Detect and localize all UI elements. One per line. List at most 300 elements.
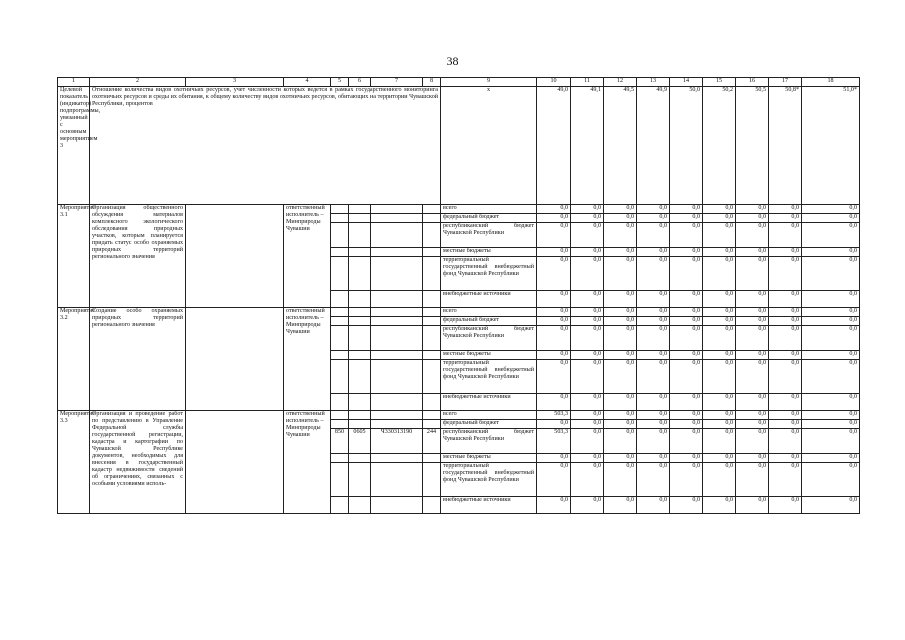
funding-value: 0,0 <box>769 394 802 411</box>
funding-source: всего <box>441 205 537 214</box>
funding-value: 0,0 <box>604 420 637 429</box>
funding-value: 0,0 <box>703 429 736 454</box>
target-article-code <box>371 463 423 497</box>
funding-value: 0,0 <box>537 463 571 497</box>
funding-value: 0,0 <box>537 257 571 291</box>
funding-value: 0,0 <box>537 454 571 463</box>
grbs-code <box>331 308 349 317</box>
target-value: 49,9 <box>637 87 670 205</box>
section-code <box>349 257 371 291</box>
section-code <box>349 223 371 248</box>
funding-value: 0,0 <box>670 360 703 394</box>
funding-value: 0,0 <box>604 308 637 317</box>
column-number-header: 4 <box>284 78 331 87</box>
funding-value: 0,0 <box>571 257 604 291</box>
funding-value: 0,0 <box>703 326 736 351</box>
column-number-header: 13 <box>637 78 670 87</box>
funding-value: 0,0 <box>802 248 860 257</box>
funding-value: 0,0 <box>670 454 703 463</box>
event-name: Организация и проведение работ по представлению в Управление Федеральной службы государственной регистрации, кадастра и картографии по Чувашской Республике документов, необходимых для внесения в государственный кадастр недвижимости сведений об ограничениях, связанных с особыми условиями исполь- <box>90 411 186 514</box>
funding-value: 0,0 <box>670 351 703 360</box>
funding-value: 0,0 <box>736 497 769 514</box>
section-code <box>349 205 371 214</box>
target-article-code <box>371 223 423 248</box>
expense-type-code: 244 <box>423 429 441 454</box>
funding-value: 0,0 <box>703 223 736 248</box>
expense-type-code <box>423 394 441 411</box>
funding-source: федеральный бюджет <box>441 420 537 429</box>
target-article-code <box>371 308 423 317</box>
funding-value: 0,0 <box>802 463 860 497</box>
funding-value: 0,0 <box>537 291 571 308</box>
funding-value: 0,0 <box>604 394 637 411</box>
funding-value: 0,0 <box>703 351 736 360</box>
target-article-code <box>371 205 423 214</box>
funding-value: 0,0 <box>703 463 736 497</box>
funding-value: 0,0 <box>637 248 670 257</box>
funding-value: 0,0 <box>769 360 802 394</box>
funding-value: 0,0 <box>802 394 860 411</box>
funding-value: 0,0 <box>703 497 736 514</box>
grbs-code <box>331 214 349 223</box>
funding-value: 503,3 <box>537 429 571 454</box>
funding-value: 0,0 <box>736 420 769 429</box>
funding-source: внебюджетные источники <box>441 394 537 411</box>
column-number-header: 3 <box>186 78 284 87</box>
funding-value: 0,0 <box>604 360 637 394</box>
target-indicator-unit: x <box>441 87 537 205</box>
funding-value: 0,0 <box>802 411 860 420</box>
funding-value: 0,0 <box>802 420 860 429</box>
target-article-code <box>371 248 423 257</box>
funding-value: 0,0 <box>802 317 860 326</box>
funding-value: 0,0 <box>571 411 604 420</box>
funding-value: 0,0 <box>802 223 860 248</box>
funding-value: 0,0 <box>537 351 571 360</box>
funding-source: республиканский бюджет Чувашской Республики <box>441 223 537 248</box>
event-name: Организация общественного обсуждения материалов комплексного экологического обследования природных участков, которым планируется придать статус особо охраняемых природных территорий регионального значения <box>90 205 186 308</box>
funding-value: 0,0 <box>769 205 802 214</box>
funding-value: 0,0 <box>637 463 670 497</box>
funding-source: федеральный бюджет <box>441 317 537 326</box>
funding-value: 0,0 <box>703 317 736 326</box>
page-number: 38 <box>446 54 459 68</box>
funding-value: 0,0 <box>769 454 802 463</box>
funding-value: 0,0 <box>769 411 802 420</box>
funding-source: территориальный государственный внебюджетный фонд Чувашской Республики <box>441 257 537 291</box>
funding-value: 0,0 <box>670 248 703 257</box>
expense-type-code <box>423 420 441 429</box>
grbs-code <box>331 326 349 351</box>
event-label: Мероприятие 3.2 <box>58 308 90 411</box>
funding-value: 0,0 <box>802 454 860 463</box>
grbs-code <box>331 257 349 291</box>
funding-value: 0,0 <box>736 463 769 497</box>
funding-value: 0,0 <box>637 317 670 326</box>
funding-source: внебюджетные источники <box>441 291 537 308</box>
grbs-code: 850 <box>331 429 349 454</box>
funding-value: 0,0 <box>703 454 736 463</box>
funding-value: 0,0 <box>637 257 670 291</box>
grbs-code <box>331 463 349 497</box>
funding-value: 0,0 <box>571 214 604 223</box>
funding-value: 0,0 <box>637 223 670 248</box>
section-code <box>349 497 371 514</box>
funding-value: 0,0 <box>637 326 670 351</box>
section-code <box>349 420 371 429</box>
funding-value: 0,0 <box>637 214 670 223</box>
section-code <box>349 411 371 420</box>
expense-type-code <box>423 454 441 463</box>
target-article-code <box>371 291 423 308</box>
expense-type-code <box>423 291 441 308</box>
funding-value: 0,0 <box>703 308 736 317</box>
funding-source: республиканский бюджет Чувашской Республики <box>441 326 537 351</box>
funding-value: 0,0 <box>802 326 860 351</box>
target-article-code <box>371 317 423 326</box>
column-number-header: 16 <box>736 78 769 87</box>
target-article-code <box>371 454 423 463</box>
funding-value: 0,0 <box>537 308 571 317</box>
funding-value: 0,0 <box>736 411 769 420</box>
funding-value: 0,0 <box>571 308 604 317</box>
target-article-code <box>371 497 423 514</box>
funding-value: 0,0 <box>670 308 703 317</box>
grbs-code <box>331 291 349 308</box>
column-number-header: 14 <box>670 78 703 87</box>
funding-value: 0,0 <box>637 360 670 394</box>
target-value: 50,8* <box>769 87 802 205</box>
expense-type-code <box>423 360 441 394</box>
column-number-header: 5 <box>331 78 349 87</box>
expense-type-code <box>423 463 441 497</box>
funding-value: 0,0 <box>802 360 860 394</box>
funding-value: 0,0 <box>537 214 571 223</box>
funding-value: 0,0 <box>769 291 802 308</box>
target-value: 49,5 <box>604 87 637 205</box>
target-article-code <box>371 411 423 420</box>
funding-value: 0,0 <box>604 257 637 291</box>
funding-value: 0,0 <box>604 326 637 351</box>
target-article-code <box>371 394 423 411</box>
target-value: 50,0 <box>670 87 703 205</box>
section-code <box>349 454 371 463</box>
funding-value: 0,0 <box>670 205 703 214</box>
funding-value: 0,0 <box>703 257 736 291</box>
target-article-code <box>371 360 423 394</box>
funding-value: 0,0 <box>769 308 802 317</box>
funding-value: 0,0 <box>670 223 703 248</box>
grbs-code <box>331 420 349 429</box>
funding-value: 0,0 <box>537 223 571 248</box>
funding-value: 0,0 <box>537 394 571 411</box>
expense-type-code <box>423 411 441 420</box>
funding-value: 0,0 <box>769 420 802 429</box>
funding-value: 0,0 <box>670 214 703 223</box>
funding-value: 0,0 <box>604 223 637 248</box>
funding-value: 0,0 <box>571 205 604 214</box>
funding-value: 0,0 <box>571 497 604 514</box>
funding-source: местные бюджеты <box>441 454 537 463</box>
event-empty-cell <box>186 205 284 308</box>
funding-source: территориальный государственный внебюджетный фонд Чувашской Республики <box>441 360 537 394</box>
column-number-header: 7 <box>371 78 423 87</box>
funding-source: внебюджетные источники <box>441 497 537 514</box>
grbs-code <box>331 317 349 326</box>
funding-value: 0,0 <box>604 248 637 257</box>
funding-value: 0,0 <box>769 326 802 351</box>
funding-value: 0,0 <box>736 257 769 291</box>
target-indicator-label: Целевой показатель (индикатор) подпрограммы, увязанный с основным мероприятием 3 <box>58 87 90 205</box>
funding-value: 0,0 <box>670 317 703 326</box>
funding-value: 0,0 <box>537 205 571 214</box>
funding-value: 0,0 <box>736 351 769 360</box>
section-code <box>349 463 371 497</box>
funding-row <box>58 205 860 214</box>
funding-value: 0,0 <box>769 463 802 497</box>
grbs-code <box>331 223 349 248</box>
funding-source: всего <box>441 411 537 420</box>
funding-value: 0,0 <box>637 291 670 308</box>
funding-value: 0,0 <box>571 429 604 454</box>
funding-value: 0,0 <box>637 351 670 360</box>
funding-value: 0,0 <box>604 214 637 223</box>
target-value: 49,1 <box>571 87 604 205</box>
target-article-code: Ч330313190 <box>371 429 423 454</box>
column-number-header: 18 <box>802 78 860 87</box>
funding-value: 0,0 <box>537 360 571 394</box>
funding-value: 0,0 <box>537 317 571 326</box>
funding-value: 0,0 <box>637 411 670 420</box>
event-empty-cell <box>186 308 284 411</box>
target-article-code <box>371 257 423 291</box>
target-value: 50,2 <box>703 87 736 205</box>
expense-type-code <box>423 205 441 214</box>
funding-value: 0,0 <box>802 214 860 223</box>
funding-value: 0,0 <box>769 351 802 360</box>
funding-value: 0,0 <box>769 214 802 223</box>
funding-value: 0,0 <box>736 308 769 317</box>
funding-source: местные бюджеты <box>441 351 537 360</box>
funding-value: 0,0 <box>670 420 703 429</box>
funding-value: 0,0 <box>736 205 769 214</box>
target-article-code <box>371 214 423 223</box>
expense-type-code <box>423 223 441 248</box>
column-number-header: 15 <box>703 78 736 87</box>
column-number-header: 1 <box>58 78 90 87</box>
target-article-code <box>371 326 423 351</box>
section-code <box>349 394 371 411</box>
funding-value: 0,0 <box>604 497 637 514</box>
funding-value: 0,0 <box>537 497 571 514</box>
section-code: 0605 <box>349 429 371 454</box>
expense-type-code <box>423 214 441 223</box>
funding-value: 0,0 <box>637 497 670 514</box>
funding-value: 0,0 <box>670 463 703 497</box>
funding-value: 0,0 <box>802 497 860 514</box>
funding-value: 0,0 <box>571 291 604 308</box>
funding-row <box>58 308 860 317</box>
expense-type-code <box>423 351 441 360</box>
funding-value: 0,0 <box>703 411 736 420</box>
event-responsible: ответственный исполнитель – Минприроды Чувашии <box>284 411 331 514</box>
section-code <box>349 308 371 317</box>
funding-value: 0,0 <box>537 326 571 351</box>
expense-type-code <box>423 326 441 351</box>
expense-type-code <box>423 308 441 317</box>
funding-value: 0,0 <box>637 394 670 411</box>
funding-value: 0,0 <box>802 308 860 317</box>
target-value: 49,0 <box>537 87 571 205</box>
funding-value: 0,0 <box>604 411 637 420</box>
grbs-code <box>331 205 349 214</box>
funding-value: 0,0 <box>537 248 571 257</box>
column-number-header: 17 <box>769 78 802 87</box>
funding-value: 0,0 <box>736 214 769 223</box>
expense-type-code <box>423 257 441 291</box>
funding-value: 0,0 <box>736 360 769 394</box>
target-value: 50,5 <box>736 87 769 205</box>
funding-value: 0,0 <box>604 351 637 360</box>
event-empty-cell <box>186 411 284 514</box>
funding-value: 0,0 <box>802 257 860 291</box>
section-code <box>349 291 371 308</box>
funding-value: 0,0 <box>703 360 736 394</box>
funding-value: 0,0 <box>736 429 769 454</box>
funding-value: 0,0 <box>802 429 860 454</box>
funding-value: 0,0 <box>769 223 802 248</box>
funding-value: 0,0 <box>637 420 670 429</box>
program-table <box>57 77 860 514</box>
funding-value: 0,0 <box>637 308 670 317</box>
section-code <box>349 248 371 257</box>
column-number-header: 11 <box>571 78 604 87</box>
grbs-code <box>331 394 349 411</box>
funding-value: 0,0 <box>571 351 604 360</box>
target-indicator-text: Отношение количества видов охотничьих ресурсов, учет численности которых ведется в рамках государственного мониторинга охотничьих ресурсов и среды их обитания, к общему количеству видов охотничьих ресурсов, обитающих на территории Чувашской Республики, процентов <box>90 87 441 205</box>
funding-value: 0,0 <box>637 205 670 214</box>
event-responsible: ответственный исполнитель – Минприроды Чувашии <box>284 308 331 411</box>
grbs-code <box>331 248 349 257</box>
funding-value: 0,0 <box>670 429 703 454</box>
funding-value: 0,0 <box>736 248 769 257</box>
funding-value: 0,0 <box>604 454 637 463</box>
funding-value: 0,0 <box>670 291 703 308</box>
funding-value: 0,0 <box>571 454 604 463</box>
expense-type-code <box>423 317 441 326</box>
funding-value: 0,0 <box>571 360 604 394</box>
funding-value: 0,0 <box>802 205 860 214</box>
funding-value: 0,0 <box>769 429 802 454</box>
expense-type-code <box>423 497 441 514</box>
funding-value: 0,0 <box>604 463 637 497</box>
funding-source: федеральный бюджет <box>441 214 537 223</box>
funding-value: 0,0 <box>736 317 769 326</box>
event-label: Мероприятие 3.1 <box>58 205 90 308</box>
funding-value: 0,0 <box>670 394 703 411</box>
funding-value: 0,0 <box>703 214 736 223</box>
column-number-header: 2 <box>90 78 186 87</box>
target-article-code <box>371 420 423 429</box>
event-responsible: ответственный исполнитель – Минприроды Чувашии <box>284 205 331 308</box>
section-code <box>349 326 371 351</box>
funding-value: 0,0 <box>670 497 703 514</box>
section-code <box>349 317 371 326</box>
funding-value: 0,0 <box>637 454 670 463</box>
funding-value: 0,0 <box>703 420 736 429</box>
grbs-code <box>331 497 349 514</box>
funding-value: 0,0 <box>769 257 802 291</box>
target-indicator-row <box>58 87 860 205</box>
column-number-header: 6 <box>349 78 371 87</box>
funding-value: 0,0 <box>604 429 637 454</box>
funding-row <box>58 411 860 420</box>
funding-value: 0,0 <box>769 248 802 257</box>
funding-source: территориальный государственный внебюджетный фонд Чувашской Республики <box>441 463 537 497</box>
funding-value: 0,0 <box>802 351 860 360</box>
funding-value: 0,0 <box>670 326 703 351</box>
column-number-header: 9 <box>441 78 537 87</box>
event-name: Создание особо охраняемых природных территорий регионального значения <box>90 308 186 411</box>
funding-value: 0,0 <box>571 394 604 411</box>
funding-value: 0,0 <box>769 497 802 514</box>
header-row <box>58 78 860 87</box>
funding-value: 0,0 <box>670 257 703 291</box>
column-number-header: 12 <box>604 78 637 87</box>
grbs-code <box>331 411 349 420</box>
expense-type-code <box>423 248 441 257</box>
funding-source: всего <box>441 308 537 317</box>
funding-value: 0,0 <box>736 394 769 411</box>
funding-value: 0,0 <box>769 317 802 326</box>
funding-source: республиканский бюджет Чувашской Республики <box>441 429 537 454</box>
funding-value: 0,0 <box>571 317 604 326</box>
funding-value: 0,0 <box>736 291 769 308</box>
grbs-code <box>331 351 349 360</box>
funding-source: местные бюджеты <box>441 248 537 257</box>
funding-value: 0,0 <box>703 291 736 308</box>
funding-value: 503,3 <box>537 411 571 420</box>
funding-value: 0,0 <box>571 420 604 429</box>
section-code <box>349 214 371 223</box>
target-value: 51,0* <box>802 87 860 205</box>
section-code <box>349 351 371 360</box>
funding-value: 0,0 <box>670 411 703 420</box>
funding-value: 0,0 <box>604 291 637 308</box>
funding-value: 0,0 <box>736 223 769 248</box>
funding-value: 0,0 <box>537 420 571 429</box>
funding-value: 0,0 <box>571 463 604 497</box>
funding-value: 0,0 <box>703 394 736 411</box>
funding-value: 0,0 <box>703 248 736 257</box>
column-number-header: 10 <box>537 78 571 87</box>
funding-value: 0,0 <box>571 326 604 351</box>
funding-value: 0,0 <box>703 205 736 214</box>
event-label: Мероприятие 3.3 <box>58 411 90 514</box>
funding-value: 0,0 <box>736 454 769 463</box>
section-code <box>349 360 371 394</box>
funding-value: 0,0 <box>571 248 604 257</box>
funding-value: 0,0 <box>604 205 637 214</box>
grbs-code <box>331 360 349 394</box>
column-number-header: 8 <box>423 78 441 87</box>
funding-value: 0,0 <box>637 429 670 454</box>
funding-value: 0,0 <box>802 291 860 308</box>
target-article-code <box>371 351 423 360</box>
grbs-code <box>331 454 349 463</box>
funding-value: 0,0 <box>736 326 769 351</box>
funding-value: 0,0 <box>604 317 637 326</box>
